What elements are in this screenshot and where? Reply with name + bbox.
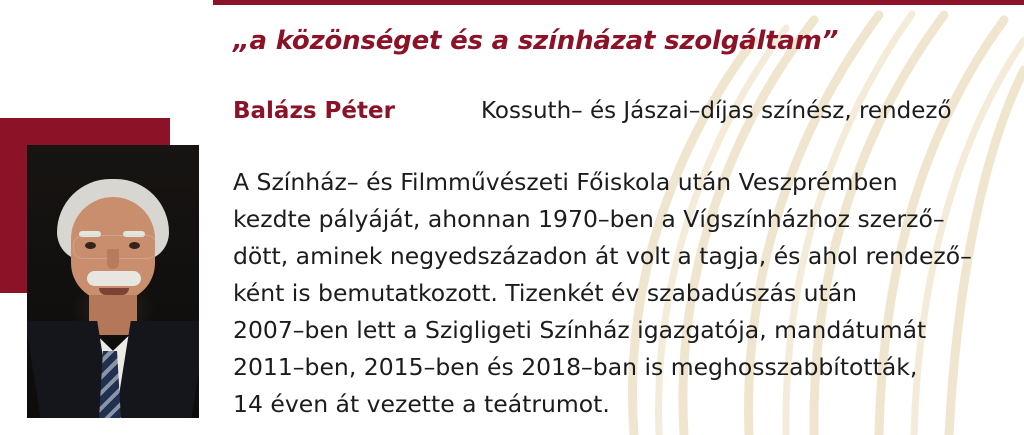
portrait-nose <box>107 249 119 269</box>
portrait-jacket-right <box>115 321 199 418</box>
biography-line: ként is bemutatkozott. Tizenkét év szabadúszás után <box>233 279 858 307</box>
portrait-block <box>0 118 205 418</box>
biography-line: kezdte pályáját, ahonnan 1970–ben a Vígszínházhoz szerző– <box>233 205 945 233</box>
person-name: Balázs Péter <box>233 98 395 124</box>
biography-line: A Színház– és Filmművészeti Főiskola után Veszprémben <box>233 168 898 196</box>
biography-line: dött, aminek negyedszázadon át volt a tagja, és ahol rendező– <box>233 242 972 270</box>
text-column <box>233 0 1013 435</box>
pull-quote: „a közönséget és a színházat szolgáltam” <box>233 26 839 56</box>
byline <box>233 98 993 130</box>
biography-line: 2007–ben lett a Szigligeti Színház igazgatója, mandátumát <box>233 316 927 344</box>
biography-text <box>233 164 998 423</box>
person-role: Kossuth– és Jászai–díjas színész, rendező <box>481 98 952 124</box>
biography-line: 14 éven át vezette a teátrumot. <box>233 390 610 418</box>
portrait-jacket-left <box>27 321 113 418</box>
portrait-moustache <box>87 271 141 286</box>
portrait-photo <box>27 145 199 418</box>
portrait-mouth <box>99 288 129 295</box>
portrait-photo-image <box>27 145 199 418</box>
biography-line: 2011–ben, 2015–ben és 2018–ban is meghosszabbították, <box>233 353 918 381</box>
